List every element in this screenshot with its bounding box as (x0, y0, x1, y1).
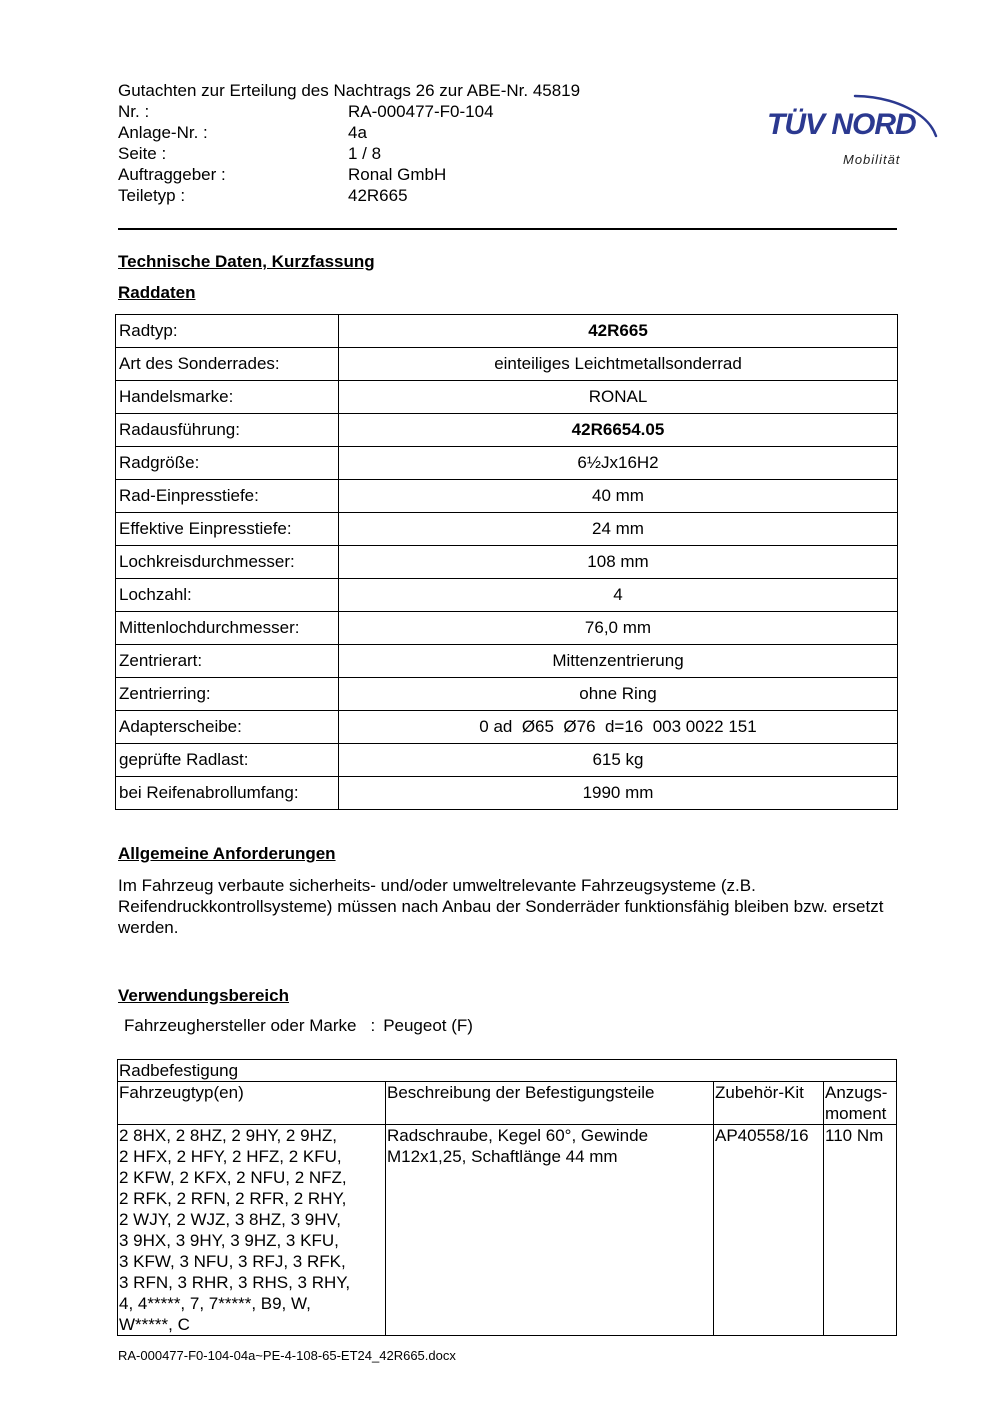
table-row (116, 711, 898, 744)
maker-separator: : (370, 1016, 376, 1035)
header-row-teiletyp: Teiletyp : 42R665 (118, 186, 408, 205)
header-row-auftraggeber: Auftraggeber : Ronal GmbH (118, 165, 447, 184)
table-row (116, 447, 898, 480)
row-value: 76,0 mm (339, 612, 898, 645)
row-label: Lochkreisdurchmesser: (116, 546, 339, 579)
table-row (116, 315, 898, 348)
row-label: Effektive Einpresstiefe: (116, 513, 339, 546)
row-label: Rad-Einpresstiefe: (116, 480, 339, 513)
accessory-kit-cell: AP40558/16 (714, 1125, 824, 1336)
row-value: 40 mm (339, 480, 898, 513)
raddaten-table (115, 314, 898, 810)
row-label: Mittenlochdurchmesser: (116, 612, 339, 645)
table-title-row (118, 1060, 897, 1082)
table-row (116, 645, 898, 678)
maker-value: Peugeot (F) (383, 1016, 473, 1035)
vehicle-types-cell: 2 8HX, 2 8HZ, 2 9HY, 2 9HZ, 2 HFX, 2 HFY, 2 HFZ, 2 KFU, 2 KFW, 2 KFX, 2 NFU, 2 NFZ, 2 RFK, 2 RFN, 2 RFR, 2 RHY, 2 WJY, 2 WJZ, 3 8HZ, 3 9HV, 3 9HX, 3 9HY, 3 9HZ, 3 KFU, 3 KFW, 3 NFU, 3 RFJ, 3 RFK, 3 RFN, 3 RHR, 3 RHS, 3 RHY, 4, 4*****, 7, 7*****, B9, W, W*****, C (118, 1125, 386, 1336)
table-header-row (118, 1082, 897, 1125)
row-value: einteiliges Leichtmetallsonderrad (339, 348, 898, 381)
row-value: 0 ad Ø65 Ø76 d=16 003 0022 151 (339, 711, 898, 744)
footer-filename: RA-000477-F0-104-04a~PE-4-108-65-ET24_42R665.docx (118, 1348, 456, 1363)
table-row (116, 744, 898, 777)
table-row (118, 1125, 897, 1336)
column-header: Zubehör-Kit (714, 1082, 824, 1125)
row-value: 24 mm (339, 513, 898, 546)
section-heading-verwendung: Verwendungsbereich (118, 986, 289, 1005)
table-row (116, 480, 898, 513)
row-label: Zentrierring: (116, 678, 339, 711)
header-row-nr: Nr. : RA-000477-F0-104 (118, 102, 494, 121)
table-row (116, 777, 898, 810)
column-header: Anzugs- moment (824, 1082, 897, 1125)
section-heading-raddaten: Raddaten (118, 283, 196, 302)
row-label: bei Reifenabrollumfang: (116, 777, 339, 810)
table-title: Radbefestigung (118, 1060, 897, 1082)
befestigung-table (117, 1059, 897, 1336)
table-row (116, 546, 898, 579)
logo-subtitle: Mobilität (843, 152, 901, 167)
logo-wordmark: TÜV NORD (767, 108, 916, 141)
header-divider (118, 228, 897, 230)
row-value: ohne Ring (339, 678, 898, 711)
table-row (116, 579, 898, 612)
table-row (116, 678, 898, 711)
row-value: 4 (339, 579, 898, 612)
tuev-nord-logo (760, 56, 945, 171)
row-label: Adapterscheibe: (116, 711, 339, 744)
row-label: Zentrierart: (116, 645, 339, 678)
section-heading-allgemein: Allgemeine Anforderungen (118, 844, 336, 863)
allgemein-paragraph: Im Fahrzeug verbaute sicherheits- und/oder umweltrelevante Fahrzeugsysteme (z.B. Reifendruckkontrollsysteme) müssen nach Anbau der Sonderräder funktionsfähig bleiben bzw. ersetzt werden. (118, 876, 884, 937)
row-label: Radgröße: (116, 447, 339, 480)
column-header: Beschreibung der Befestigungsteile (386, 1082, 714, 1125)
document-header (118, 80, 580, 206)
section-heading-tech: Technische Daten, Kurzfassung (118, 252, 375, 271)
row-label: geprüfte Radlast: (116, 744, 339, 777)
table-row (116, 414, 898, 447)
table-row (116, 612, 898, 645)
header-row-anlage: Anlage-Nr. : 4a (118, 123, 367, 142)
torque-cell: 110 Nm (824, 1125, 897, 1336)
row-value: 1990 mm (339, 777, 898, 810)
row-label: Radtyp: (116, 315, 339, 348)
column-header: Fahrzeugtyp(en) (118, 1082, 386, 1125)
row-value: Mittenzentrierung (339, 645, 898, 678)
row-label: Art des Sonderrades: (116, 348, 339, 381)
table-row (116, 381, 898, 414)
row-value: 42R665 (339, 315, 898, 348)
maker-line (124, 1016, 473, 1036)
row-value: 108 mm (339, 546, 898, 579)
table-row (116, 513, 898, 546)
header-row-seite: Seite : 1 / 8 (118, 144, 382, 163)
header-title: Gutachten zur Erteilung des Nachtrags 26 zur ABE-Nr. 45819 (118, 81, 581, 100)
table-row (116, 348, 898, 381)
row-value: RONAL (339, 381, 898, 414)
row-value: 42R6654.05 (339, 414, 898, 447)
row-label: Handelsmarke: (116, 381, 339, 414)
row-value: 615 kg (339, 744, 898, 777)
row-label: Radausführung: (116, 414, 339, 447)
row-value: 6½Jx16H2 (339, 447, 898, 480)
fastener-description-cell: Radschraube, Kegel 60°, Gewinde M12x1,25, Schaftlänge 44 mm (386, 1125, 714, 1336)
maker-label: Fahrzeughersteller oder Marke (124, 1016, 357, 1035)
row-label: Lochzahl: (116, 579, 339, 612)
